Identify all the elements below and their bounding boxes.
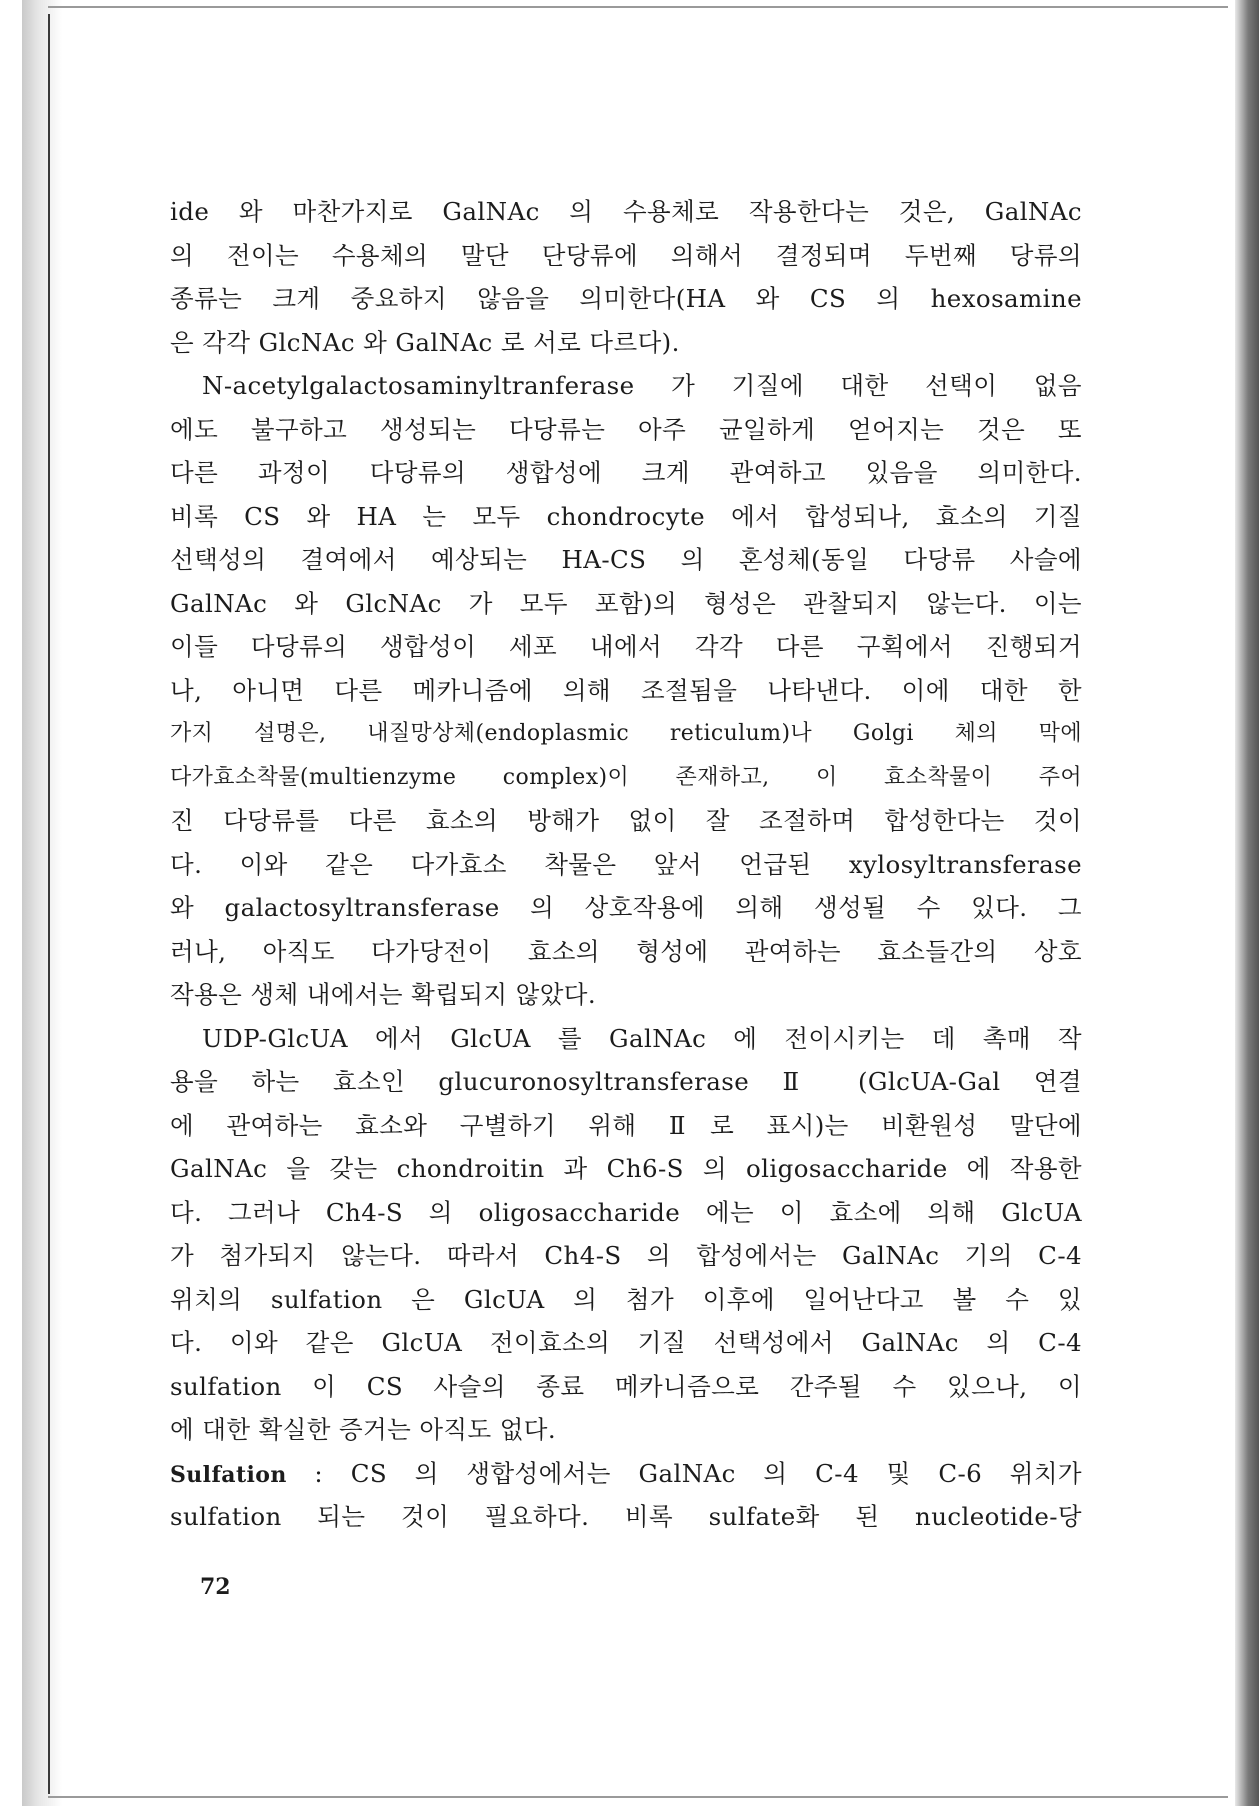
text-line: 와 galactosyltransferase 의 상호작용에 의해 생성될 수 있다. 그: [170, 893, 1082, 922]
text-line: 다. 이와 같은 GlcUA 전이효소의 기질 선택성에서 GalNAc 의 C-4: [170, 1328, 1082, 1357]
text-line: 용을 하는 효소인 glucuronosyltransferase Ⅱ (GlcUA-Gal 연결: [170, 1067, 1082, 1096]
text-line: 다른 과정이 다당류의 생합성에 크게 관여하고 있음을 의미한다.: [170, 458, 1082, 487]
sulfation-colon: :: [286, 1458, 351, 1488]
text-line: 선택성의 결여에서 예상되는 HA-CS 의 혼성체(동일 다당류 사슬에: [170, 545, 1082, 574]
text-line: 의 전이는 수용체의 말단 단당류에 의해서 결정되며 두번째 당류의: [170, 240, 1082, 270]
text-line: 작용은 생체 내에서는 확립되지 않았다.: [170, 980, 597, 1009]
text-line: 가 첨가되지 않는다. 따라서 Ch4-S 의 합성에서는 GalNAc 기의 C-4: [170, 1241, 1082, 1270]
text-line: sulfation 되는 것이 필요하다. 비록 sulfate화 된 nucleotide-당: [170, 1502, 1082, 1531]
text-line: 은 각각 GlcNAc 와 GalNAc 로 서로 다르다).: [170, 327, 680, 357]
body-text: [170, 190, 1082, 1539]
page-top-border: [48, 6, 1228, 8]
text-line: GalNAc 을 갖는 chondroitin 과 Ch6-S 의 oligosaccharide 에 작용한: [170, 1154, 1082, 1183]
sulfation-heading: Sulfation: [170, 1461, 287, 1488]
text-line: 에 대한 확실한 증거는 아직도 없다.: [170, 1415, 557, 1444]
text-line: 진 다당류를 다른 효소의 방해가 없이 잘 조절하며 합성한다는 것이: [170, 806, 1082, 835]
text-line: 이들 다당류의 생합성이 세포 내에서 각각 다른 구획에서 진행되거: [170, 632, 1082, 661]
text-line: 나, 아니면 다른 메카니즘에 의해 조절됨을 나타낸다. 이에 대한 한: [170, 675, 1082, 705]
text-line: 다. 이와 같은 다가효소 착물은 앞서 언급된 xylosyltransferase: [170, 849, 1082, 879]
page-right-shadow: [1235, 0, 1259, 1806]
text-line: 에도 불구하고 생성되는 다당류는 아주 균일하게 얻어지는 것은 또: [170, 414, 1082, 444]
text-line: 종류는 크게 중요하지 않음을 의미한다(HA 와 CS 의 hexosamine: [170, 284, 1082, 313]
text-line: 비록 CS 와 HA 는 모두 chondrocyte 에서 합성되나, 효소의 기질: [170, 501, 1082, 531]
text-line: 다. 그러나 Ch4-S 의 oligosaccharide 에는 이 효소에 의해 GlcUA: [170, 1197, 1082, 1227]
page-binding-line: [48, 14, 50, 1794]
sulfation-line-text: CS 의 생합성에서는 GalNAc 의 C-4 및 C-6 위치가: [350, 1458, 1082, 1488]
text-line: sulfation 이 CS 사슬의 종료 메카니즘으로 간주될 수 있으나, 이: [170, 1371, 1082, 1401]
text-line: 위치의 sulfation 은 GlcUA 의 첨가 이후에 일어난다고 볼 수 있: [170, 1284, 1082, 1314]
text-line: 가지 설명은, 내질망상체(endoplasmic reticulum)나 Golgi 체의 막에: [170, 721, 1082, 746]
text-line: UDP-GlcUA 에서 GlcUA 를 GalNAc 에 전이시키는 데 촉매 작: [202, 1023, 1082, 1053]
text-line: GalNAc 와 GlcNAc 가 모두 포함)의 형성은 관찰되지 않는다. 이는: [170, 588, 1082, 618]
text-line: 러나, 아직도 다가당전이 효소의 형성에 관여하는 효소들간의 상호: [170, 936, 1082, 966]
text-line: N-acetylgalactosaminyltranferase 가 기질에 대한 선택이 없음: [202, 371, 1082, 400]
text-line: 에 관여하는 효소와 구별하기 위해 Ⅱ로 표시)는 비환원성 말단에: [170, 1110, 1082, 1140]
page-number: 72: [200, 1574, 231, 1600]
sulfation-paragraph-first-line: [170, 1452, 1082, 1496]
page-edge: [22, 0, 62, 1806]
text-line: 다가효소착물(multienzyme complex)이 존재하고, 이 효소착물이 주어: [170, 764, 1082, 790]
text-line: ide 와 마찬가지로 GalNAc 의 수용체로 작용한다는 것은, GalNAc: [170, 197, 1082, 226]
page-bottom-border: [48, 1796, 1228, 1798]
